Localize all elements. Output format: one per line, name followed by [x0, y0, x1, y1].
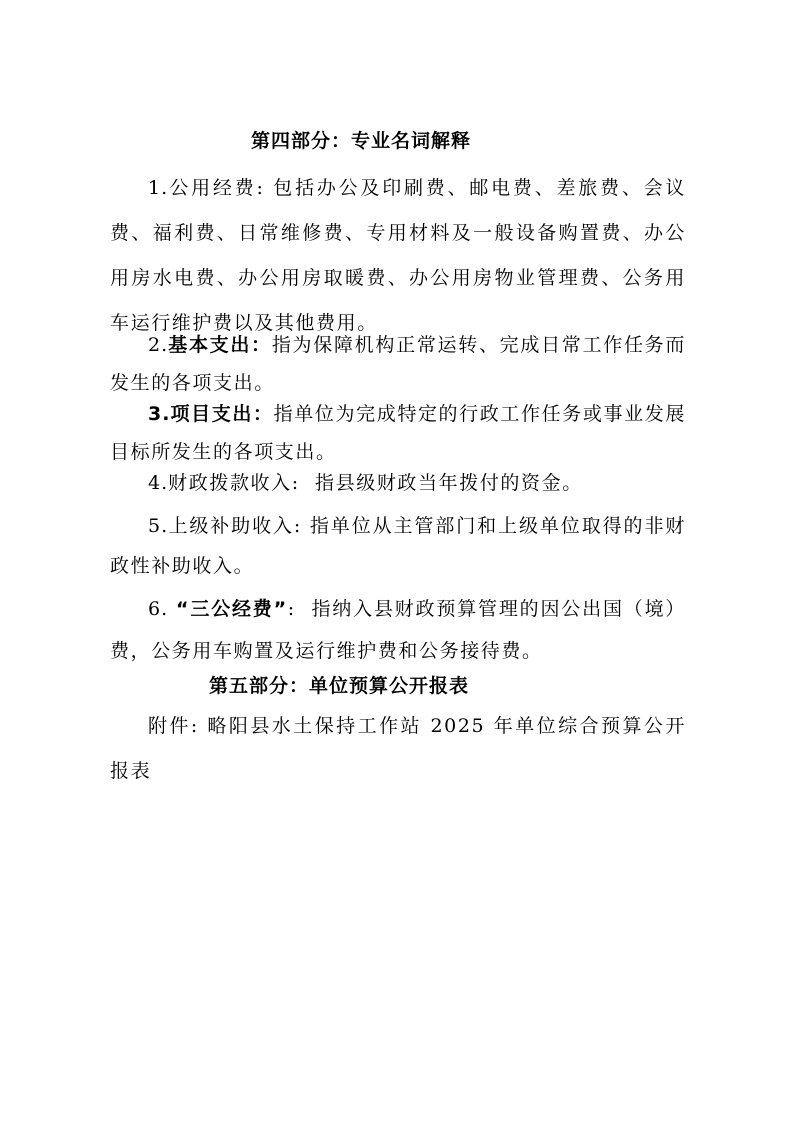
term-item-3	[110, 395, 686, 471]
item-term: 项目支出	[170, 403, 253, 425]
item-term: 上级补助收入	[168, 515, 294, 537]
section-5-title: 第五部分：单位预算公开报表	[209, 675, 470, 697]
term-item-1	[110, 166, 686, 346]
item-separator: :	[291, 472, 316, 494]
item-number: 4.	[148, 472, 169, 494]
item-separator: :	[293, 515, 310, 537]
item-definition: 指纳入县财政预算管理的因公出国（境）费，公务用车购置及运行维护费和公务接待费。	[110, 598, 687, 662]
term-item-2	[110, 326, 686, 402]
item-separator: :	[256, 177, 274, 199]
item-number: 5.	[148, 515, 169, 537]
term-item-4	[110, 464, 686, 502]
item-separator: :	[287, 598, 312, 620]
item-definition: 指单位从主管部门和上级单位取得的非财政性补助收入。	[110, 515, 686, 577]
item-number: 2.	[148, 334, 169, 356]
section-4-title: 第四部分：专业名词解释	[251, 130, 472, 152]
item-number: 6.	[148, 598, 169, 620]
item-definition: 包括办公及印刷费、邮电费、差旅费、会议费、福利费、日常维修费、专用材料及一般设备购置费、办公用房水电费、办公用房取暖费、办公用房物业管理费、公务用车运行维护费以及其他费用。	[110, 177, 686, 334]
attachment-note: 附件: 略阳县水土保持工作站 2025 年单位综合预算公开报表	[110, 715, 686, 782]
item-term: “三公经费”	[176, 598, 288, 620]
term-item-5	[110, 506, 686, 586]
term-item-6	[110, 588, 686, 672]
item-term: 基本支出	[168, 334, 252, 356]
item-definition: 指县级财政当年拨付的资金。	[315, 472, 583, 494]
item-separator: ：	[252, 403, 274, 425]
item-definition: 指单位为完成特定的行政工作任务或事业发展目标所发生的各项支出。	[110, 403, 686, 463]
item-term: 公用经费	[168, 177, 257, 199]
item-term: 财政拨款收入	[168, 472, 292, 494]
item-number: 1.	[148, 177, 169, 199]
item-separator: ：	[251, 334, 272, 356]
item-definition: 指为保障机构正常运转、完成日常工作任务而发生的各项支出。	[110, 334, 686, 394]
item-number: 3.	[148, 403, 171, 425]
